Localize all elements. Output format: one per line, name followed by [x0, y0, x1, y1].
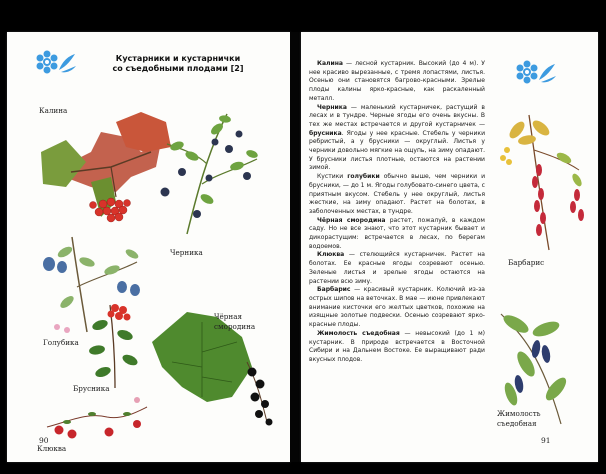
text-brusnika: . Ягоды у нее красные. Стебель у черники ребристый, а у брусники — округлый. Листья у черники довольно мягкие на ощупь, на зиму опадают. У брусники листья плотные, остаются на растении зимой. — [309, 129, 485, 172]
term-smorodina: Чёрная смородина — [317, 216, 386, 224]
right-page — [301, 32, 598, 462]
paragraph-kalina — [309, 60, 485, 104]
label-chernika: Черника — [170, 248, 203, 257]
term-chernika: Черника — [317, 103, 347, 111]
text-zhimolost: — невысокий (до 1 м) кустарник. В природе встречается в Восточной Сибири и на Дальнем Востоке. Ее выращивают ради вкусных плодов. — [309, 329, 486, 363]
term-klyukva: Клюква — [317, 251, 345, 259]
page-title-line-1: Кустарники и кустарнички — [115, 54, 241, 63]
paragraph-smorodina — [309, 217, 485, 252]
label-zhimolost-2: съедобная — [497, 419, 537, 428]
label-klyukva: Клюква — [37, 444, 67, 453]
chernika-illustration — [147, 104, 267, 244]
smorodina-illustration — [147, 282, 287, 432]
text-klyukva: — стелющийся кустарничек. Растет на болотах. Ее красные ягоды созревают осенью. Зеленые листья и зрелые ягоды остаются на растении всю зиму. — [309, 251, 485, 285]
label-golubika: Голубика — [43, 338, 79, 347]
paragraph-zhimolost — [309, 330, 485, 365]
label-brusnika: Брусника — [73, 384, 110, 393]
term-golubika: голубики — [347, 173, 380, 181]
label-chernaya-smorodina-2: смородина — [214, 322, 256, 331]
label-chernaya-smorodina-1: Чёрная — [214, 312, 243, 321]
left-page — [7, 32, 290, 462]
label-kalina: Калина — [39, 106, 68, 115]
page-title — [103, 54, 253, 74]
paragraph-chernika — [309, 104, 485, 174]
term-barbaris: Барбарис — [317, 286, 351, 294]
text-golubika: обычно выше, чем черники и брусники, — до 1 м. Ягоды голубовато-синего цвета, с приятным вкусом. Стебель у нее округлый, листья жесткие, на зиму опадают. Растет на болотах, в заболоченных местах, в тундре. — [309, 173, 486, 215]
text-smorodina: растет, пожалуй, в каждом саду. Но не все знают, что этот кустарник бывает и дикорастущим: встречается в лесах, по берегам водоемов. — [309, 216, 485, 250]
page-number-left: 90 — [39, 436, 49, 445]
paragraph-klyukva — [309, 251, 485, 286]
book-gutter — [290, 32, 301, 462]
text-kalina: — лесной кустарник. Высокий (до 4 м). У нее красиво вырезанные, с тремя лопастями, листья. Осенью они становятся багрово-красными. Зрелые плоды калины ярко-красные, как раскаленный металл. — [309, 60, 485, 102]
lead-golubika: Кустики — [317, 173, 348, 181]
label-zhimolost-1: Жимолость — [497, 409, 541, 418]
text-chernika: — маленький кустарничек, растущий в лесах и в тундре. Черные ягоды его очень вкусны. В тех же местах встречается и другой кустарничек — — [309, 103, 485, 128]
text-barbaris: — красивый кустарник. Колючий из-за острых шипов на веточках. В мае — июне привлекают внимание кисточки его желтых цветков, похожие на изящные золотые подвески. Осенью созревают ярко-красные плоды. — [309, 286, 485, 329]
paragraph-golubika — [309, 173, 485, 217]
term-kalina: Калина — [317, 60, 343, 67]
term-brusnika: брусника — [309, 129, 342, 137]
page-number-right: 91 — [541, 436, 551, 445]
page-title-line-2: со съедобными плодами [2] — [112, 64, 244, 73]
klyukva-illustration — [47, 392, 147, 442]
barbaris-illustration — [489, 110, 589, 260]
article-text — [309, 60, 485, 365]
term-zhimolost: Жимолость съедобная — [317, 329, 400, 337]
flower-ornament-icon — [517, 60, 557, 84]
flower-ornament-icon — [37, 50, 77, 74]
paragraph-barbaris — [309, 286, 485, 330]
label-barbaris: Барбарис — [508, 258, 545, 267]
brusnika-illustration — [75, 300, 155, 390]
